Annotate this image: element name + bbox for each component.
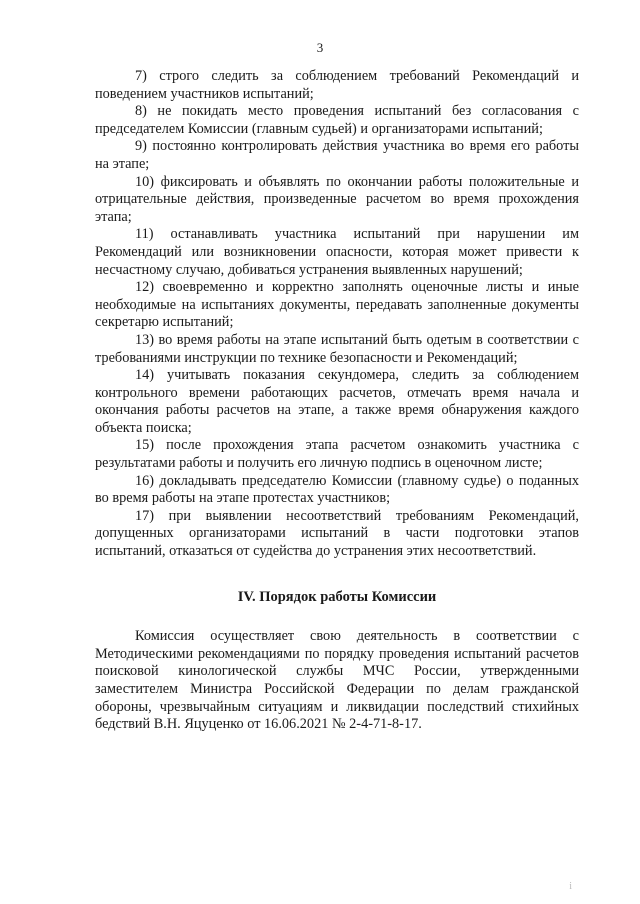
corner-mark: і [569,881,572,892]
list-item: 14) учитывать показания секундомера, следить за соблюдением контрольного времени работающих расчетов, отмечать время начала и окончания работы расчетов на этапе, а также время обнаружения каждого объекта поиска; [95,367,579,436]
section-heading: IV. Порядок работы Комиссии [237,588,437,605]
list-item: 7) строго следить за соблюдением требований Рекомендаций и поведением участников испытаний; [95,68,579,102]
list-item: 11) останавливать участника испытаний при нарушении им Рекомендаций или возникновении опасности, которая может привести к несчастному случаю, добиваться устранения выявленных нарушений; [95,226,579,278]
list-item: 10) фиксировать и объявлять по окончании работы положительные и отрицательные действия, произведенные расчетом во время прохождения этапа; [95,173,579,225]
list-item: 15) после прохождения этапа расчетом ознакомить участника с результатами работы и получить его личную подпись в оценочном листе; [95,437,579,472]
section-paragraph: Комиссия осуществляет свою деятельность в соответствии с Методическими рекомендациями по порядку проведения испытаний расчетов поисковой кинологической службы МЧС России, утвержденными заместителем Министра Российской Федерации по делам гражданской обороны, чрезвычайным ситуациям и ликвидации последствий стихийных бедствий В.Н. Яцуценко от 16.06.2021 № 2-4-71-8-17. [95,628,579,733]
list-item: 17) при выявлении несоответствий требованиям Рекомендаций, допущенных организаторами испытаний в части подготовки этапов испытаний, отказаться от судейства до устранения этих несоответствий. [95,507,579,560]
list-item: 16) докладывать председателю Комиссии (главному судье) о поданных во время работы на этапе протестах участников; [95,472,579,507]
list-item: 9) постоянно контролировать действия участника во время его работы на этапе; [95,138,579,172]
list-item: 12) своевременно и корректно заполнять оценочные листы и иные необходимые на испытаниях документы, передавать заполненные документы секретарю испытаний; [95,279,579,331]
list-item: 13) во время работы на этапе испытаний быть одетым в соответствии с требованиями инструкции по технике безопасности и Рекомендаций; [95,331,579,366]
document-body [95,68,579,734]
page-number: 3 [316,40,324,55]
list-item: 8) не покидать место проведения испытаний без согласования с председателем Комиссии (главным судьей) и организаторами испытаний; [95,103,579,137]
